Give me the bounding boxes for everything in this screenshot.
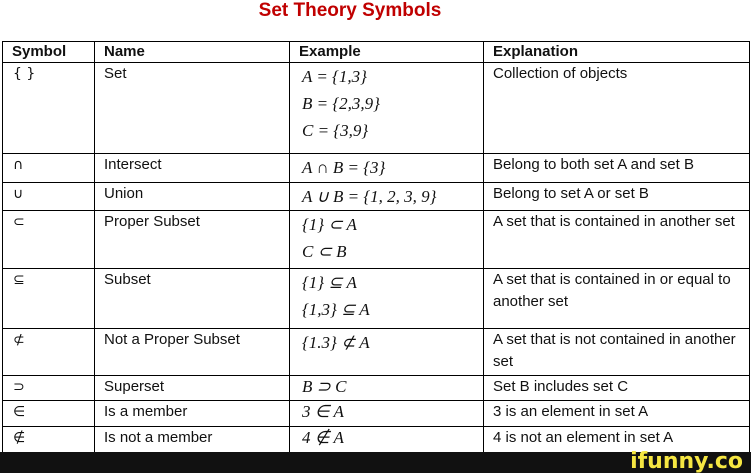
name-cell: Intersect: [95, 154, 290, 183]
example-cell: [290, 329, 484, 376]
table-row: [3, 154, 750, 183]
symbol-cell: ⊆: [3, 269, 95, 329]
example-line: C ⊂ B: [302, 242, 347, 261]
header-row: [3, 42, 750, 63]
name-cell: Superset: [95, 376, 290, 401]
example-line: {1,3} ⊆ A: [302, 300, 370, 319]
example-cell: [290, 269, 484, 329]
name-cell: Not a Proper Subset: [95, 329, 290, 376]
symbol-cell: ∉: [3, 427, 95, 453]
symbol-cell: ⊄: [3, 329, 95, 376]
name-cell: Is a member: [95, 401, 290, 427]
explanation-cell: A set that is contained in another set: [484, 211, 750, 269]
explanation-cell: 4 is not an element in set A: [484, 427, 750, 453]
table-row: [3, 269, 750, 329]
header-example: Example: [290, 42, 484, 63]
table-row: [3, 329, 750, 376]
table-row: [3, 401, 750, 427]
name-cell: Set: [95, 63, 290, 154]
example-line: A = {1,3}: [302, 67, 367, 86]
symbol-cell: ∪: [3, 183, 95, 211]
header-explanation: Explanation: [484, 42, 750, 63]
table-row: [3, 63, 750, 154]
example-cell: [290, 154, 484, 183]
explanation-cell: Collection of objects: [484, 63, 750, 154]
table-row: [3, 376, 750, 401]
example-line: A ∪ B = {1, 2, 3, 9}: [302, 187, 437, 206]
example-cell: [290, 376, 484, 401]
explanation-cell: 3 is an element in set A: [484, 401, 750, 427]
name-cell: Subset: [95, 269, 290, 329]
explanation-cell: A set that is contained in or equal to another set: [484, 269, 750, 329]
example-line: A ∩ B = {3}: [302, 158, 386, 177]
explanation-cell: Belong to set A or set B: [484, 183, 750, 211]
footer-bar: [0, 449, 751, 474]
example-cell: [290, 183, 484, 211]
name-cell: Is not a member: [95, 427, 290, 453]
table-row: [3, 183, 750, 211]
symbol-cell: ⊃: [3, 376, 95, 401]
example-line: B ⊃ C: [302, 377, 347, 396]
example-cell: [290, 401, 484, 427]
example-cell: [290, 427, 484, 453]
watermark-logo: ifunny.co: [630, 449, 743, 474]
example-line: 4 ∉ A: [302, 428, 344, 447]
example-cell: [290, 63, 484, 154]
symbol-cell: { }: [3, 63, 95, 154]
symbol-cell: ∈: [3, 401, 95, 427]
explanation-cell: Belong to both set A and set B: [484, 154, 750, 183]
example-line: C = {3,9}: [302, 121, 369, 140]
header-name: Name: [95, 42, 290, 63]
name-cell: Union: [95, 183, 290, 211]
set-symbols-table: [2, 41, 750, 453]
symbol-cell: ⊂: [3, 211, 95, 269]
example-line: {1} ⊆ A: [302, 273, 357, 292]
example-line: B = {2,3,9}: [302, 94, 380, 113]
example-line: {1.3} ⊄ A: [302, 333, 370, 352]
example-line: {1} ⊂ A: [302, 215, 357, 234]
explanation-cell: A set that is not contained in another set: [484, 329, 750, 376]
explanation-cell: Set B includes set C: [484, 376, 750, 401]
symbol-cell: ∩: [3, 154, 95, 183]
name-cell: Proper Subset: [95, 211, 290, 269]
example-cell: [290, 211, 484, 269]
table-row: [3, 211, 750, 269]
example-line: 3 ∈ A: [302, 402, 344, 421]
header-symbol: Symbol: [3, 42, 95, 63]
page-title: Set Theory Symbols: [258, 0, 442, 21]
